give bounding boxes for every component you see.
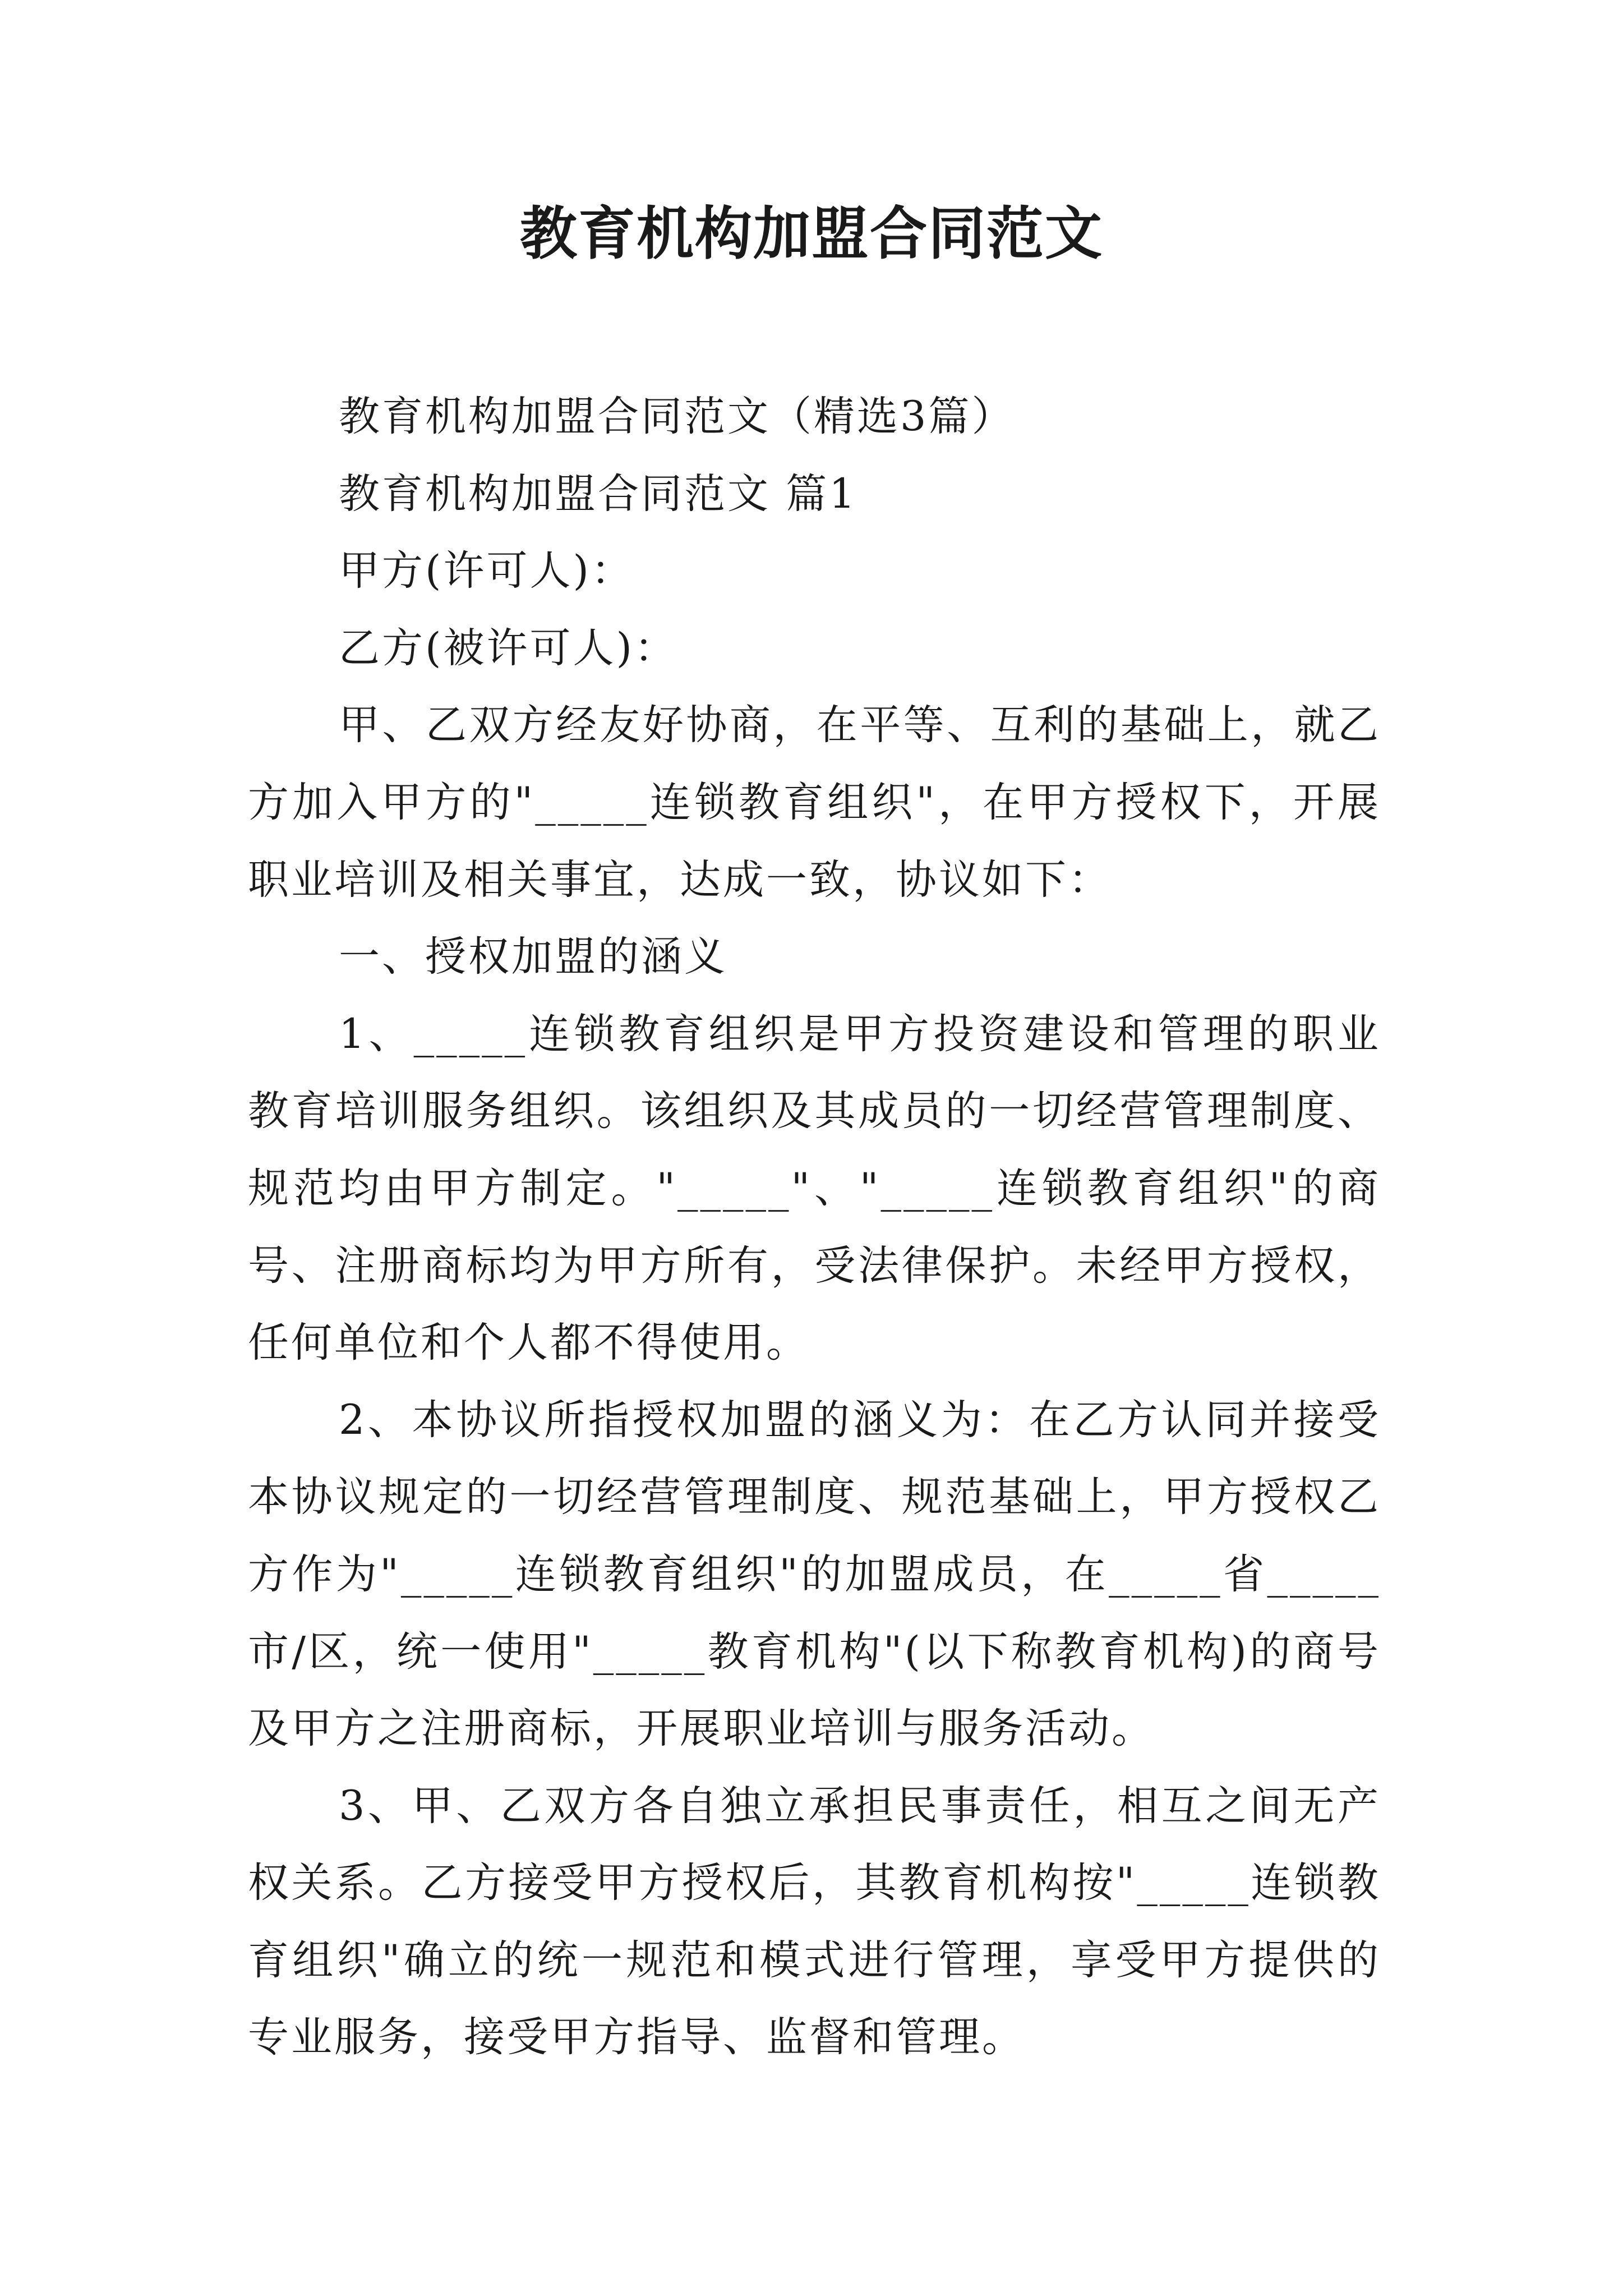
- party-b-line: 乙方(被许可人)：: [339, 624, 677, 672]
- clause-paragraph: 3、甲、乙双方各自独立承担民事责任，相互之间无产权关系。乙方接受甲方授权后，其教育机构按"_____连锁教育组织"确立的统一规范和模式进行管理，享受甲方提供的专业服务，接受甲方指导、监督和管理。: [248, 1782, 1381, 2062]
- document-title: 教育机构加盟合同范文: [520, 200, 1103, 268]
- clause-heading: 一、授权加盟的涵义: [339, 933, 727, 981]
- clause-paragraph: 2、本协议所指授权加盟的涵义为：在乙方认同并接受本协议规定的一切经营管理制度、规范基础上，甲方授权乙方作为"_____连锁教育组织"的加盟成员，在_____省_____市/区，统一使用"_____教育机构"(以下称教育机构)的商号及甲方之注册商标，开展职业培训与服务活动。: [248, 1396, 1381, 1753]
- document-body: [248, 378, 1381, 2076]
- clause-paragraph: 1、_____连锁教育组织是甲方投资建设和管理的职业教育培训服务组织。该组织及其成员的一切经营管理制度、规范均由甲方制定。"_____"、"_____连锁教育组织"的商号、注册商标均为甲方所有，受法律保护。未经甲方授权，任何单位和个人都不得使用。: [248, 1010, 1381, 1367]
- section-heading: 教育机构加盟合同范文 篇1: [339, 470, 857, 518]
- party-a-line: 甲方(许可人)：: [339, 547, 634, 595]
- subtitle-paragraph: 教育机构加盟合同范文（精选3篇）: [339, 393, 1015, 440]
- preamble-paragraph: 甲、乙双方经友好协商，在平等、互利的基础上，就乙方加入甲方的"_____连锁教育组织"，在甲方授权下，开展职业培训及相关事宜，达成一致，协议如下：: [248, 701, 1381, 904]
